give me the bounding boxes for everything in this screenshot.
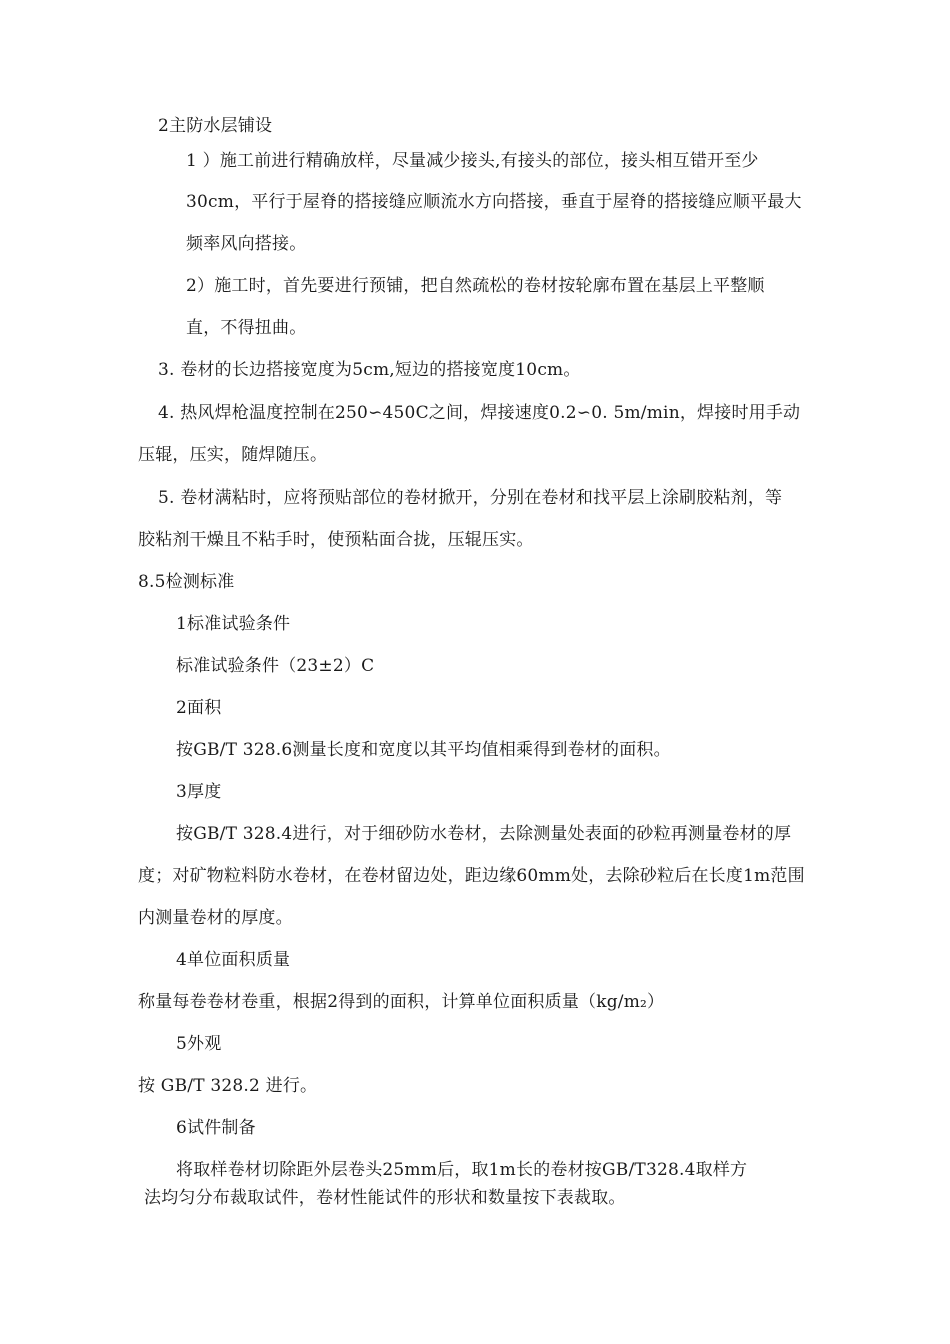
sub-2-text: 按GB/T 328.6测量长度和宽度以其平均值相乘得到卷材的面积。: [176, 740, 671, 760]
sub-1-title: 1标准试验条件: [176, 614, 291, 634]
sub-2-title: 2面积: [176, 698, 222, 718]
sub-4-title: 4单位面积质量: [176, 950, 291, 970]
section-2-heading: 2主防水层铺设: [158, 116, 273, 136]
sub-6-line-1: 将取样卷材切除距外层卷头25mm后，取1m长的卷材按GB/T328.4取样方: [176, 1160, 748, 1180]
sub-3-title: 3厚度: [176, 782, 222, 802]
sub-5-title: 5外观: [176, 1034, 222, 1054]
sub-5-text: 按 GB/T 328.2 进行。: [138, 1076, 318, 1096]
item-2-line-1: 2）施工时，首先要进行预铺，把自然疏松的卷材按轮廓布置在基层上平整顺: [186, 276, 765, 296]
sub-3-line-1: 按GB/T 328.4进行，对于细砂防水卷材，去除测量处表面的砂粒再测量卷材的厚: [176, 824, 792, 844]
sub-6-title: 6试件制备: [176, 1118, 256, 1138]
sub-4-text: 称量每卷卷材卷重，根据2得到的面积，计算单位面积质量（kg/m₂）: [138, 992, 665, 1012]
sub-3-line-3: 内测量卷材的厚度。: [138, 908, 293, 928]
sub-3-line-2: 度；对矿物粒料防水卷材，在卷材留边处，距边缘60mm处，去除砂粒后在长度1m范围: [138, 866, 805, 886]
item-1-line-1: 1 ）施工前进行精确放样，尽量减少接头,有接头的部位，接头相互错开至少: [186, 151, 759, 171]
item-5-line-1: 5. 卷材满粘时，应将预贴部位的卷材掀开，分别在卷材和找平层上涂刷胶粘剂，等: [158, 488, 783, 508]
section-8-5-heading: 8.5检测标准: [138, 572, 235, 592]
sub-6-line-2: 法均匀分布裁取试件，卷材性能试件的形状和数量按下表裁取。: [144, 1188, 626, 1208]
item-4-line-2: 压辊，压实，随焊随压。: [138, 445, 328, 465]
sub-1-text: 标准试验条件（23±2）C: [176, 656, 375, 676]
item-3-text: 3. 卷材的长边搭接宽度为5cm,短边的搭接宽度10cm。: [158, 360, 581, 380]
item-4-line-1: 4. 热风焊枪温度控制在250∽450C之间，焊接速度0.2∽0. 5m/min，焊接时用手动: [158, 403, 801, 423]
item-1-line-3: 频率风向搭接。: [186, 234, 307, 254]
item-1-line-2: 30cm，平行于屋脊的搭接缝应顺流水方向搭接，垂直于屋脊的搭接缝应顺平最大: [186, 192, 802, 212]
item-2-line-2: 直，不得扭曲。: [186, 318, 307, 338]
item-5-line-2: 胶粘剂干燥且不粘手时，使预粘面合拢，压辊压实。: [138, 530, 534, 550]
